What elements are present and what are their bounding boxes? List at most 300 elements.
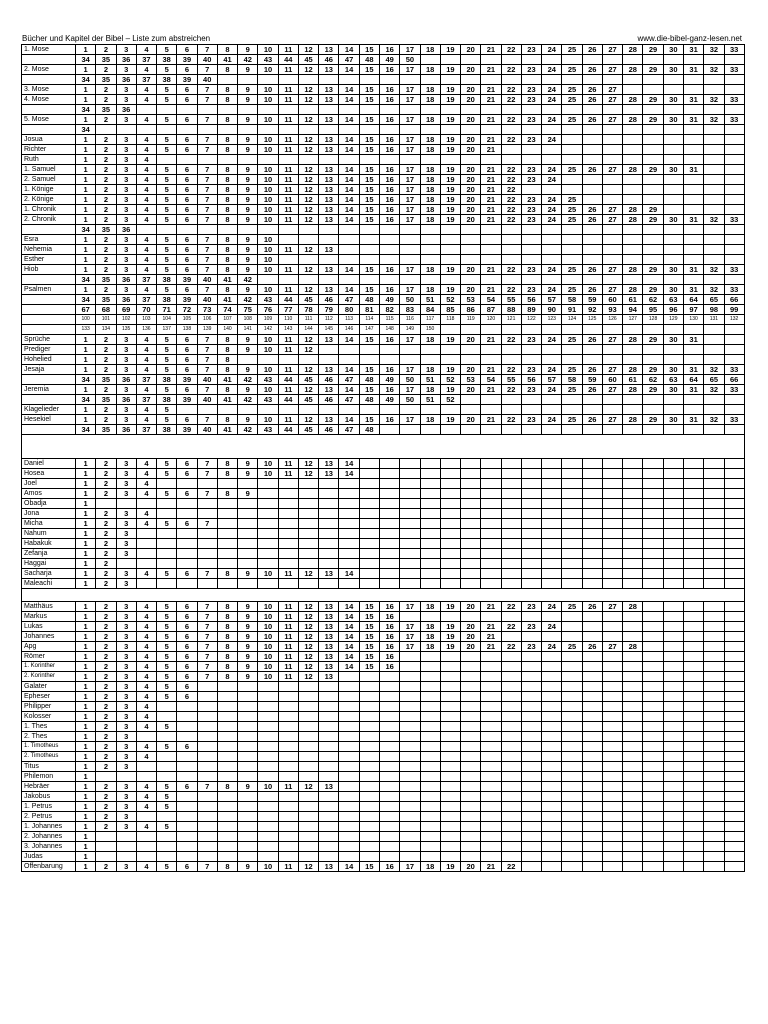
chapter-cell[interactable]: 5 [157, 215, 177, 225]
chapter-cell[interactable]: 14 [339, 612, 359, 622]
chapter-cell[interactable]: 13 [319, 215, 339, 225]
chapter-cell[interactable]: 13 [319, 642, 339, 652]
chapter-cell[interactable]: 23 [521, 135, 541, 145]
chapter-cell[interactable]: 11 [278, 265, 298, 275]
chapter-cell[interactable]: 12 [298, 245, 318, 255]
chapter-cell[interactable]: 9 [238, 489, 258, 499]
chapter-cell[interactable]: 2 [96, 662, 116, 672]
chapter-cell[interactable]: 3 [116, 579, 136, 589]
chapter-cell[interactable]: 28 [623, 642, 643, 652]
chapter-cell[interactable]: 13 [319, 469, 339, 479]
chapter-cell[interactable]: 11 [278, 365, 298, 375]
chapter-cell[interactable]: 24 [542, 175, 562, 185]
chapter-cell[interactable]: 12 [298, 602, 318, 612]
chapter-cell[interactable]: 36 [116, 55, 136, 65]
chapter-cell[interactable]: 1 [76, 385, 96, 395]
chapter-cell[interactable]: 1 [76, 175, 96, 185]
chapter-cell[interactable]: 79 [319, 305, 339, 315]
chapter-cell[interactable]: 14 [339, 415, 359, 425]
chapter-cell[interactable]: 4 [136, 205, 156, 215]
chapter-cell[interactable]: 18 [420, 622, 440, 632]
chapter-cell[interactable]: 8 [217, 235, 237, 245]
chapter-cell[interactable]: 9 [238, 602, 258, 612]
chapter-cell[interactable]: 42 [238, 375, 258, 385]
chapter-cell[interactable]: 11 [278, 642, 298, 652]
chapter-cell[interactable]: 20 [461, 365, 481, 375]
chapter-cell[interactable]: 25 [562, 115, 582, 125]
chapter-cell[interactable]: 9 [238, 175, 258, 185]
chapter-cell[interactable]: 9 [238, 662, 258, 672]
chapter-cell[interactable]: 31 [683, 365, 703, 375]
chapter-cell[interactable]: 3 [116, 752, 136, 762]
chapter-cell[interactable]: 10 [258, 569, 278, 579]
chapter-cell[interactable]: 8 [217, 862, 237, 872]
chapter-cell[interactable]: 26 [582, 385, 602, 395]
chapter-cell[interactable]: 52 [440, 395, 460, 405]
chapter-cell[interactable]: 9 [238, 65, 258, 75]
chapter-cell[interactable]: 21 [481, 175, 501, 185]
chapter-cell[interactable]: 7 [197, 569, 217, 579]
chapter-cell[interactable]: 85 [440, 305, 460, 315]
chapter-cell[interactable]: 13 [319, 672, 339, 682]
chapter-cell[interactable]: 2 [96, 405, 116, 415]
chapter-cell[interactable]: 8 [217, 185, 237, 195]
chapter-cell[interactable]: 13 [319, 185, 339, 195]
chapter-cell[interactable]: 7 [197, 335, 217, 345]
chapter-cell[interactable]: 10 [258, 245, 278, 255]
chapter-cell[interactable]: 24 [542, 335, 562, 345]
chapter-cell[interactable]: 6 [177, 115, 197, 125]
chapter-cell[interactable]: 141 [238, 325, 258, 335]
chapter-cell[interactable]: 29 [643, 65, 663, 75]
chapter-cell[interactable]: 6 [177, 692, 197, 702]
chapter-cell[interactable]: 9 [238, 45, 258, 55]
chapter-cell[interactable]: 13 [319, 782, 339, 792]
chapter-cell[interactable]: 19 [440, 95, 460, 105]
chapter-cell[interactable]: 14 [339, 65, 359, 75]
chapter-cell[interactable]: 14 [339, 285, 359, 295]
chapter-cell[interactable]: 21 [481, 65, 501, 75]
chapter-cell[interactable]: 13 [319, 115, 339, 125]
chapter-cell[interactable]: 3 [116, 632, 136, 642]
chapter-cell[interactable]: 19 [440, 135, 460, 145]
chapter-cell[interactable]: 1 [76, 742, 96, 752]
chapter-cell[interactable]: 27 [602, 45, 622, 55]
chapter-cell[interactable]: 6 [177, 782, 197, 792]
chapter-cell[interactable]: 16 [379, 285, 399, 295]
chapter-cell[interactable]: 3 [116, 479, 136, 489]
chapter-cell[interactable]: 4 [136, 285, 156, 295]
chapter-cell[interactable]: 43 [258, 295, 278, 305]
chapter-cell[interactable]: 47 [339, 375, 359, 385]
chapter-cell[interactable]: 45 [298, 395, 318, 405]
chapter-cell[interactable]: 15 [359, 415, 379, 425]
chapter-cell[interactable]: 1 [76, 65, 96, 75]
chapter-cell[interactable]: 11 [278, 672, 298, 682]
chapter-cell[interactable]: 6 [177, 632, 197, 642]
chapter-cell[interactable]: 22 [501, 862, 521, 872]
chapter-cell[interactable]: 42 [238, 295, 258, 305]
chapter-cell[interactable]: 17 [400, 265, 420, 275]
chapter-cell[interactable]: 33 [724, 365, 744, 375]
chapter-cell[interactable]: 9 [238, 145, 258, 155]
chapter-cell[interactable]: 121 [501, 315, 521, 325]
chapter-cell[interactable]: 5 [157, 245, 177, 255]
chapter-cell[interactable]: 15 [359, 612, 379, 622]
chapter-cell[interactable]: 3 [116, 145, 136, 155]
chapter-cell[interactable]: 4 [136, 672, 156, 682]
chapter-cell[interactable]: 27 [602, 85, 622, 95]
chapter-cell[interactable]: 12 [298, 285, 318, 295]
chapter-cell[interactable]: 3 [116, 355, 136, 365]
chapter-cell[interactable]: 2 [96, 782, 116, 792]
chapter-cell[interactable]: 4 [136, 95, 156, 105]
chapter-cell[interactable]: 2 [96, 195, 116, 205]
chapter-cell[interactable]: 33 [724, 95, 744, 105]
chapter-cell[interactable]: 2 [96, 519, 116, 529]
chapter-cell[interactable]: 6 [177, 245, 197, 255]
chapter-cell[interactable]: 35 [96, 225, 116, 235]
chapter-cell[interactable]: 17 [400, 85, 420, 95]
chapter-cell[interactable]: 19 [440, 215, 460, 225]
chapter-cell[interactable]: 1 [76, 155, 96, 165]
chapter-cell[interactable]: 9 [238, 205, 258, 215]
chapter-cell[interactable]: 3 [116, 802, 136, 812]
chapter-cell[interactable]: 7 [197, 115, 217, 125]
chapter-cell[interactable]: 7 [197, 632, 217, 642]
chapter-cell[interactable]: 4 [136, 479, 156, 489]
chapter-cell[interactable]: 4 [136, 155, 156, 165]
chapter-cell[interactable]: 63 [663, 375, 683, 385]
chapter-cell[interactable]: 37 [136, 425, 156, 435]
chapter-cell[interactable]: 40 [197, 425, 217, 435]
chapter-cell[interactable]: 19 [440, 415, 460, 425]
chapter-cell[interactable]: 6 [177, 285, 197, 295]
chapter-cell[interactable]: 10 [258, 185, 278, 195]
chapter-cell[interactable]: 1 [76, 185, 96, 195]
chapter-cell[interactable]: 26 [582, 285, 602, 295]
chapter-cell[interactable]: 19 [440, 642, 460, 652]
chapter-cell[interactable]: 128 [643, 315, 663, 325]
chapter-cell[interactable]: 2 [96, 365, 116, 375]
chapter-cell[interactable]: 29 [643, 115, 663, 125]
chapter-cell[interactable]: 14 [339, 862, 359, 872]
chapter-cell[interactable]: 37 [136, 75, 156, 85]
chapter-cell[interactable]: 15 [359, 165, 379, 175]
chapter-cell[interactable]: 17 [400, 215, 420, 225]
chapter-cell[interactable]: 4 [136, 385, 156, 395]
chapter-cell[interactable]: 30 [663, 285, 683, 295]
chapter-cell[interactable]: 39 [177, 275, 197, 285]
chapter-cell[interactable]: 1 [76, 702, 96, 712]
chapter-cell[interactable]: 7 [197, 355, 217, 365]
chapter-cell[interactable]: 1 [76, 509, 96, 519]
chapter-cell[interactable]: 24 [542, 365, 562, 375]
chapter-cell[interactable]: 19 [440, 175, 460, 185]
chapter-cell[interactable]: 1 [76, 842, 96, 852]
chapter-cell[interactable]: 8 [217, 672, 237, 682]
chapter-cell[interactable]: 14 [339, 469, 359, 479]
chapter-cell[interactable]: 63 [663, 295, 683, 305]
chapter-cell[interactable]: 2 [96, 752, 116, 762]
chapter-cell[interactable]: 39 [177, 395, 197, 405]
chapter-cell[interactable]: 12 [298, 652, 318, 662]
chapter-cell[interactable]: 14 [339, 165, 359, 175]
chapter-cell[interactable]: 16 [379, 145, 399, 155]
chapter-cell[interactable]: 34 [76, 425, 96, 435]
chapter-cell[interactable]: 18 [420, 265, 440, 275]
chapter-cell[interactable]: 20 [461, 95, 481, 105]
chapter-cell[interactable]: 44 [278, 55, 298, 65]
chapter-cell[interactable]: 52 [440, 375, 460, 385]
chapter-cell[interactable]: 13 [319, 632, 339, 642]
chapter-cell[interactable]: 132 [724, 315, 744, 325]
chapter-cell[interactable]: 12 [298, 782, 318, 792]
chapter-cell[interactable]: 10 [258, 165, 278, 175]
chapter-cell[interactable]: 4 [136, 509, 156, 519]
chapter-cell[interactable]: 15 [359, 185, 379, 195]
chapter-cell[interactable]: 53 [461, 375, 481, 385]
chapter-cell[interactable]: 15 [359, 215, 379, 225]
chapter-cell[interactable]: 13 [319, 45, 339, 55]
chapter-cell[interactable]: 17 [400, 45, 420, 55]
chapter-cell[interactable]: 1 [76, 579, 96, 589]
chapter-cell[interactable]: 15 [359, 335, 379, 345]
chapter-cell[interactable]: 7 [197, 235, 217, 245]
chapter-cell[interactable]: 17 [400, 365, 420, 375]
chapter-cell[interactable]: 4 [136, 85, 156, 95]
chapter-cell[interactable]: 21 [481, 335, 501, 345]
chapter-cell[interactable]: 82 [379, 305, 399, 315]
chapter-cell[interactable]: 12 [298, 469, 318, 479]
chapter-cell[interactable]: 7 [197, 652, 217, 662]
chapter-cell[interactable]: 1 [76, 539, 96, 549]
chapter-cell[interactable]: 103 [136, 315, 156, 325]
chapter-cell[interactable]: 10 [258, 65, 278, 75]
chapter-cell[interactable]: 12 [298, 145, 318, 155]
chapter-cell[interactable]: 12 [298, 215, 318, 225]
chapter-cell[interactable]: 26 [582, 115, 602, 125]
chapter-cell[interactable]: 26 [582, 205, 602, 215]
chapter-cell[interactable]: 10 [258, 115, 278, 125]
chapter-cell[interactable]: 5 [157, 489, 177, 499]
chapter-cell[interactable]: 1 [76, 45, 96, 55]
chapter-cell[interactable]: 13 [319, 459, 339, 469]
chapter-cell[interactable]: 34 [76, 295, 96, 305]
chapter-cell[interactable]: 28 [623, 335, 643, 345]
chapter-cell[interactable]: 24 [542, 195, 562, 205]
chapter-cell[interactable]: 2 [96, 265, 116, 275]
chapter-cell[interactable]: 61 [623, 375, 643, 385]
chapter-cell[interactable]: 20 [461, 115, 481, 125]
chapter-cell[interactable]: 120 [481, 315, 501, 325]
chapter-cell[interactable]: 32 [704, 415, 724, 425]
chapter-cell[interactable]: 24 [542, 45, 562, 55]
chapter-cell[interactable]: 21 [481, 205, 501, 215]
chapter-cell[interactable]: 140 [217, 325, 237, 335]
chapter-cell[interactable]: 23 [521, 285, 541, 295]
chapter-cell[interactable]: 17 [400, 285, 420, 295]
chapter-cell[interactable]: 77 [278, 305, 298, 315]
chapter-cell[interactable]: 11 [278, 602, 298, 612]
chapter-cell[interactable]: 8 [217, 255, 237, 265]
chapter-cell[interactable]: 23 [521, 65, 541, 75]
chapter-cell[interactable]: 43 [258, 425, 278, 435]
chapter-cell[interactable]: 12 [298, 612, 318, 622]
chapter-cell[interactable]: 24 [542, 285, 562, 295]
chapter-cell[interactable]: 33 [724, 65, 744, 75]
chapter-cell[interactable]: 6 [177, 672, 197, 682]
chapter-cell[interactable]: 2 [96, 285, 116, 295]
chapter-cell[interactable]: 21 [481, 185, 501, 195]
chapter-cell[interactable]: 10 [258, 862, 278, 872]
chapter-cell[interactable]: 2 [96, 529, 116, 539]
chapter-cell[interactable]: 7 [197, 622, 217, 632]
chapter-cell[interactable]: 2 [96, 205, 116, 215]
chapter-cell[interactable]: 8 [217, 205, 237, 215]
chapter-cell[interactable]: 28 [623, 65, 643, 75]
chapter-cell[interactable]: 2 [96, 165, 116, 175]
chapter-cell[interactable]: 109 [258, 315, 278, 325]
chapter-cell[interactable]: 29 [643, 45, 663, 55]
chapter-cell[interactable]: 25 [562, 265, 582, 275]
chapter-cell[interactable]: 4 [136, 632, 156, 642]
chapter-cell[interactable]: 3 [116, 469, 136, 479]
chapter-cell[interactable]: 1 [76, 682, 96, 692]
chapter-cell[interactable]: 87 [481, 305, 501, 315]
chapter-cell[interactable]: 1 [76, 862, 96, 872]
chapter-cell[interactable]: 32 [704, 285, 724, 295]
chapter-cell[interactable]: 19 [440, 85, 460, 95]
chapter-cell[interactable]: 97 [683, 305, 703, 315]
chapter-cell[interactable]: 20 [461, 135, 481, 145]
chapter-cell[interactable]: 19 [440, 385, 460, 395]
chapter-cell[interactable]: 16 [379, 85, 399, 95]
chapter-cell[interactable]: 39 [177, 75, 197, 85]
chapter-cell[interactable]: 4 [136, 622, 156, 632]
chapter-cell[interactable]: 23 [521, 642, 541, 652]
chapter-cell[interactable]: 11 [278, 459, 298, 469]
chapter-cell[interactable]: 4 [136, 65, 156, 75]
chapter-cell[interactable]: 105 [177, 315, 197, 325]
chapter-cell[interactable]: 22 [501, 415, 521, 425]
chapter-cell[interactable]: 15 [359, 642, 379, 652]
chapter-cell[interactable]: 6 [177, 175, 197, 185]
chapter-cell[interactable]: 27 [602, 385, 622, 395]
chapter-cell[interactable]: 7 [197, 65, 217, 75]
chapter-cell[interactable]: 57 [542, 295, 562, 305]
chapter-cell[interactable]: 3 [116, 85, 136, 95]
chapter-cell[interactable]: 9 [238, 115, 258, 125]
chapter-cell[interactable]: 34 [76, 395, 96, 405]
chapter-cell[interactable]: 84 [420, 305, 440, 315]
chapter-cell[interactable]: 32 [704, 115, 724, 125]
chapter-cell[interactable]: 101 [96, 315, 116, 325]
chapter-cell[interactable]: 20 [461, 185, 481, 195]
chapter-cell[interactable]: 2 [96, 732, 116, 742]
chapter-cell[interactable]: 7 [197, 782, 217, 792]
chapter-cell[interactable]: 19 [440, 862, 460, 872]
chapter-cell[interactable]: 52 [440, 295, 460, 305]
chapter-cell[interactable]: 16 [379, 365, 399, 375]
chapter-cell[interactable]: 19 [440, 632, 460, 642]
chapter-cell[interactable]: 3 [116, 285, 136, 295]
chapter-cell[interactable]: 17 [400, 415, 420, 425]
chapter-cell[interactable]: 14 [339, 195, 359, 205]
chapter-cell[interactable]: 16 [379, 215, 399, 225]
chapter-cell[interactable]: 1 [76, 145, 96, 155]
chapter-cell[interactable]: 15 [359, 85, 379, 95]
chapter-cell[interactable]: 8 [217, 385, 237, 395]
chapter-cell[interactable]: 16 [379, 622, 399, 632]
chapter-cell[interactable]: 127 [623, 315, 643, 325]
chapter-cell[interactable]: 3 [116, 489, 136, 499]
chapter-cell[interactable]: 6 [177, 345, 197, 355]
chapter-cell[interactable]: 13 [319, 365, 339, 375]
chapter-cell[interactable]: 28 [623, 45, 643, 55]
chapter-cell[interactable]: 95 [643, 305, 663, 315]
chapter-cell[interactable]: 33 [724, 385, 744, 395]
chapter-cell[interactable]: 1 [76, 205, 96, 215]
chapter-cell[interactable]: 26 [582, 265, 602, 275]
chapter-cell[interactable]: 2 [96, 175, 116, 185]
chapter-cell[interactable]: 7 [197, 135, 217, 145]
chapter-cell[interactable]: 4 [136, 682, 156, 692]
chapter-cell[interactable]: 10 [258, 662, 278, 672]
chapter-cell[interactable]: 2 [96, 155, 116, 165]
chapter-cell[interactable]: 4 [136, 712, 156, 722]
chapter-cell[interactable]: 12 [298, 622, 318, 632]
chapter-cell[interactable]: 39 [177, 375, 197, 385]
chapter-cell[interactable]: 1 [76, 335, 96, 345]
chapter-cell[interactable]: 5 [157, 285, 177, 295]
chapter-cell[interactable]: 18 [420, 642, 440, 652]
chapter-cell[interactable]: 10 [258, 642, 278, 652]
chapter-cell[interactable]: 11 [278, 145, 298, 155]
chapter-cell[interactable]: 31 [683, 385, 703, 395]
chapter-cell[interactable]: 4 [136, 722, 156, 732]
chapter-cell[interactable]: 19 [440, 622, 460, 632]
chapter-cell[interactable]: 130 [683, 315, 703, 325]
chapter-cell[interactable]: 36 [116, 395, 136, 405]
chapter-cell[interactable]: 3 [116, 652, 136, 662]
chapter-cell[interactable]: 47 [339, 425, 359, 435]
chapter-cell[interactable]: 17 [400, 642, 420, 652]
chapter-cell[interactable]: 8 [217, 469, 237, 479]
chapter-cell[interactable]: 3 [116, 782, 136, 792]
chapter-cell[interactable]: 21 [481, 622, 501, 632]
chapter-cell[interactable]: 5 [157, 185, 177, 195]
chapter-cell[interactable]: 6 [177, 459, 197, 469]
chapter-cell[interactable]: 16 [379, 265, 399, 275]
chapter-cell[interactable]: 9 [238, 782, 258, 792]
chapter-cell[interactable]: 75 [238, 305, 258, 315]
chapter-cell[interactable]: 1 [76, 722, 96, 732]
chapter-cell[interactable]: 1 [76, 85, 96, 95]
chapter-cell[interactable]: 15 [359, 862, 379, 872]
chapter-cell[interactable]: 5 [157, 415, 177, 425]
chapter-cell[interactable]: 43 [258, 55, 278, 65]
chapter-cell[interactable]: 29 [643, 415, 663, 425]
chapter-cell[interactable]: 8 [217, 245, 237, 255]
chapter-cell[interactable]: 12 [298, 195, 318, 205]
chapter-cell[interactable]: 24 [542, 65, 562, 75]
chapter-cell[interactable]: 2 [96, 802, 116, 812]
chapter-cell[interactable]: 22 [501, 175, 521, 185]
chapter-cell[interactable]: 7 [197, 245, 217, 255]
chapter-cell[interactable]: 8 [217, 165, 237, 175]
chapter-cell[interactable]: 6 [177, 569, 197, 579]
